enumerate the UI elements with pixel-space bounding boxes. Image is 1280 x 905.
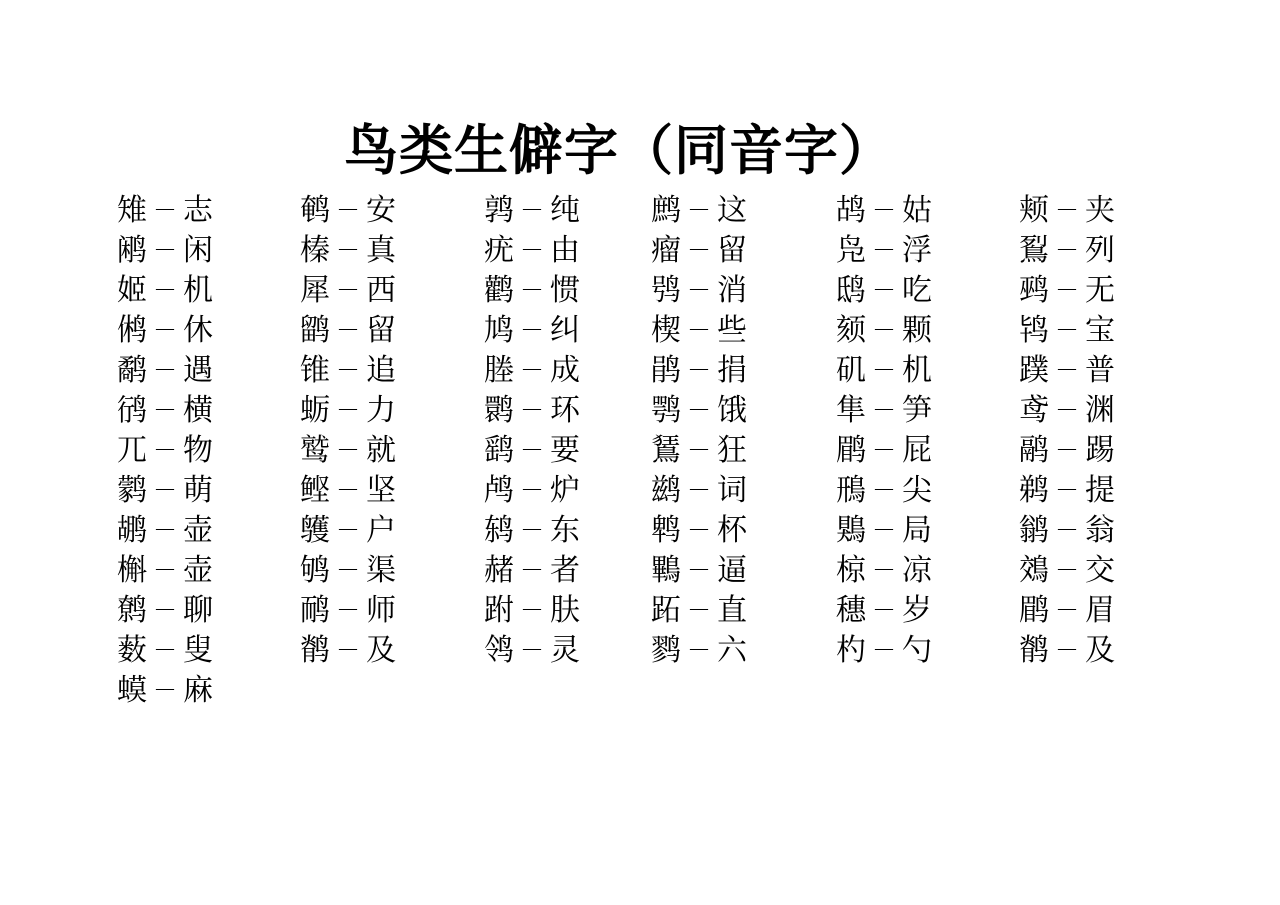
rare-character: 颏 (836, 313, 866, 348)
word-pair (117, 310, 213, 350)
homophone-character: 纯 (550, 193, 580, 228)
rare-character: 椋 (836, 553, 866, 588)
word-column-1 (117, 190, 213, 710)
word-column-5 (836, 190, 932, 670)
word-pair (117, 470, 213, 510)
homophone-character: 壶 (183, 553, 213, 588)
homophone-character: 机 (902, 353, 932, 388)
word-pair (484, 550, 580, 590)
separator-dash: － (153, 236, 177, 264)
homophone-character: 这 (717, 193, 747, 228)
word-pair (836, 430, 932, 470)
rare-character: 矶 (836, 353, 866, 388)
rare-character: 鹧 (651, 193, 681, 228)
homophone-character: 及 (366, 633, 396, 668)
word-pair (651, 510, 747, 550)
separator-dash: － (872, 596, 896, 624)
homophone-character: 消 (717, 273, 747, 308)
rare-character: 鹡 (300, 633, 330, 668)
rare-character: 赭 (484, 553, 514, 588)
separator-dash: － (336, 516, 360, 544)
rare-character: 鳽 (836, 473, 866, 508)
rare-character: 鹚 (651, 473, 681, 508)
homophone-character: 笋 (902, 393, 932, 428)
word-pair (1019, 430, 1115, 470)
rare-character: 鸰 (484, 633, 514, 668)
word-pair (300, 590, 396, 630)
word-column-6 (1019, 190, 1115, 670)
rare-character: 鹌 (300, 193, 330, 228)
homophone-character: 麻 (183, 673, 213, 708)
word-pair (836, 390, 932, 430)
word-pair (1019, 230, 1115, 270)
homophone-character: 及 (1085, 633, 1115, 668)
word-pair (484, 590, 580, 630)
homophone-character: 西 (366, 273, 396, 308)
rare-character: 鹩 (117, 593, 147, 628)
rare-character: 雉 (117, 193, 147, 228)
page-title: 鸟类生僻字（同音字） (344, 118, 894, 183)
separator-dash: － (687, 196, 711, 224)
rare-character: 鸲 (300, 553, 330, 588)
word-pair (1019, 390, 1115, 430)
separator-dash: － (520, 276, 544, 304)
rare-character: 鹱 (300, 513, 330, 548)
rare-character: 鷝 (651, 553, 681, 588)
homophone-character: 列 (1085, 233, 1115, 268)
rare-character: 鹫 (300, 433, 330, 468)
separator-dash: － (872, 316, 896, 344)
word-pair (651, 350, 747, 390)
word-pair (836, 350, 932, 390)
word-pair (117, 510, 213, 550)
rare-character: 鸱 (836, 273, 866, 308)
rare-character: 鹃 (651, 353, 681, 388)
separator-dash: － (153, 676, 177, 704)
separator-dash: － (687, 396, 711, 424)
rare-character: 鹗 (651, 393, 681, 428)
homophone-character: 肤 (550, 593, 580, 628)
homophone-character: 交 (1085, 553, 1115, 588)
homophone-character: 就 (366, 433, 396, 468)
separator-dash: － (153, 276, 177, 304)
separator-dash: － (153, 316, 177, 344)
word-pair (651, 470, 747, 510)
homophone-character: 坚 (366, 473, 396, 508)
word-pair (300, 270, 396, 310)
word-pair (651, 550, 747, 590)
word-pair (484, 270, 580, 310)
rare-character: 鸻 (117, 393, 147, 428)
word-pair (836, 590, 932, 630)
homophone-character: 休 (183, 313, 213, 348)
word-column-3 (484, 190, 580, 670)
separator-dash: － (1055, 196, 1079, 224)
separator-dash: － (336, 556, 360, 584)
separator-dash: － (687, 636, 711, 664)
word-pair (1019, 350, 1115, 390)
homophone-character: 无 (1085, 273, 1115, 308)
homophone-character: 些 (717, 313, 747, 348)
homophone-character: 叟 (183, 633, 213, 668)
separator-dash: － (520, 196, 544, 224)
word-pair (651, 590, 747, 630)
homophone-character: 普 (1085, 353, 1115, 388)
separator-dash: － (153, 436, 177, 464)
word-pair (300, 230, 396, 270)
word-pair (651, 270, 747, 310)
rare-character: 鵟 (651, 433, 681, 468)
word-column-4 (651, 190, 747, 670)
word-pair (484, 430, 580, 470)
separator-dash: － (687, 596, 711, 624)
word-pair (1019, 630, 1115, 670)
word-pair (651, 630, 747, 670)
homophone-character: 提 (1085, 473, 1115, 508)
rare-character: 穗 (836, 593, 866, 628)
rare-character: 疣 (484, 233, 514, 268)
homophone-character: 惯 (550, 273, 580, 308)
word-pair (1019, 270, 1115, 310)
word-column-2 (300, 190, 396, 670)
rare-character: 颊 (1019, 193, 1049, 228)
homophone-character: 炉 (550, 473, 580, 508)
word-pair (836, 470, 932, 510)
homophone-character: 凉 (902, 553, 932, 588)
word-pair (1019, 510, 1115, 550)
separator-dash: － (872, 196, 896, 224)
homophone-character: 户 (366, 513, 396, 548)
word-pair (836, 630, 932, 670)
separator-dash: － (520, 436, 544, 464)
separator-dash: － (872, 356, 896, 384)
rare-character: 鸬 (484, 473, 514, 508)
homophone-character: 横 (183, 393, 213, 428)
homophone-character: 安 (366, 193, 396, 228)
word-pair (117, 430, 213, 470)
word-pair (836, 510, 932, 550)
homophone-character: 宝 (1085, 313, 1115, 348)
word-pair (117, 190, 213, 230)
separator-dash: － (336, 476, 360, 504)
separator-dash: － (687, 276, 711, 304)
homophone-character: 词 (717, 473, 747, 508)
rare-character: 鸨 (1019, 313, 1049, 348)
homophone-character: 翁 (1085, 513, 1115, 548)
word-pair (484, 470, 580, 510)
separator-dash: － (336, 276, 360, 304)
separator-dash: － (520, 396, 544, 424)
word-pair (651, 430, 747, 470)
separator-dash: － (1055, 596, 1079, 624)
word-pair (651, 230, 747, 270)
word-pair (300, 630, 396, 670)
separator-dash: － (1055, 516, 1079, 544)
word-pair (651, 190, 747, 230)
separator-dash: － (336, 196, 360, 224)
separator-dash: － (687, 356, 711, 384)
homophone-character: 灵 (550, 633, 580, 668)
homophone-character: 姑 (902, 193, 932, 228)
separator-dash: － (153, 556, 177, 584)
separator-dash: － (520, 636, 544, 664)
homophone-character: 纠 (550, 313, 580, 348)
word-pair (117, 630, 213, 670)
homophone-character: 要 (550, 433, 580, 468)
word-pair (117, 550, 213, 590)
homophone-character: 逼 (717, 553, 747, 588)
homophone-character: 狂 (717, 433, 747, 468)
homophone-character: 渊 (1085, 393, 1115, 428)
separator-dash: － (872, 436, 896, 464)
homophone-character: 吃 (902, 273, 932, 308)
homophone-character: 东 (550, 513, 580, 548)
homophone-character: 杯 (717, 513, 747, 548)
separator-dash: － (687, 556, 711, 584)
homophone-character: 留 (717, 233, 747, 268)
rare-character: 鸸 (300, 593, 330, 628)
rare-character: 鸮 (651, 273, 681, 308)
rare-character: 鹲 (117, 473, 147, 508)
rare-character: 鲣 (300, 473, 330, 508)
homophone-character: 闲 (183, 233, 213, 268)
word-pair (1019, 590, 1115, 630)
word-pair (300, 390, 396, 430)
word-pair (300, 350, 396, 390)
word-pair (1019, 310, 1115, 350)
homophone-character: 聊 (183, 593, 213, 628)
rare-character: 鸺 (117, 313, 147, 348)
separator-dash: － (687, 476, 711, 504)
homophone-character: 环 (550, 393, 580, 428)
homophone-character: 壶 (183, 513, 213, 548)
rare-character: 楔 (651, 313, 681, 348)
separator-dash: － (872, 396, 896, 424)
separator-dash: － (336, 436, 360, 464)
homophone-character: 屁 (902, 433, 932, 468)
separator-dash: － (1055, 476, 1079, 504)
separator-dash: － (872, 476, 896, 504)
word-pair (484, 630, 580, 670)
rare-character: 鹟 (1019, 513, 1049, 548)
homophone-character: 遇 (183, 353, 213, 388)
rare-character: 蹼 (1019, 353, 1049, 388)
separator-dash: － (153, 476, 177, 504)
homophone-character: 真 (366, 233, 396, 268)
rare-character: 鸢 (1019, 393, 1049, 428)
homophone-character: 夹 (1085, 193, 1115, 228)
homophone-character: 萌 (183, 473, 213, 508)
word-pair (1019, 470, 1115, 510)
word-pair (836, 190, 932, 230)
homophone-character: 志 (183, 193, 213, 228)
word-pair (300, 550, 396, 590)
separator-dash: － (687, 236, 711, 264)
homophone-character: 者 (550, 553, 580, 588)
rare-character: 兀 (117, 433, 147, 468)
rare-character: 榛 (300, 233, 330, 268)
rare-character: 蛎 (300, 393, 330, 428)
word-pair (836, 230, 932, 270)
separator-dash: － (153, 356, 177, 384)
separator-dash: － (1055, 316, 1079, 344)
rare-character: 鸪 (836, 193, 866, 228)
rare-character: 隼 (836, 393, 866, 428)
homophone-character: 眉 (1085, 593, 1115, 628)
separator-dash: － (520, 316, 544, 344)
rare-character: 鹎 (651, 513, 681, 548)
homophone-character: 师 (366, 593, 396, 628)
rare-character: 鹳 (484, 273, 514, 308)
rare-character: 鹡 (1019, 633, 1049, 668)
homophone-character: 局 (902, 513, 932, 548)
separator-dash: － (687, 316, 711, 344)
separator-dash: － (1055, 276, 1079, 304)
word-pair (117, 270, 213, 310)
word-pair (300, 430, 396, 470)
word-pair (300, 310, 396, 350)
separator-dash: － (336, 636, 360, 664)
rare-character: 杓 (836, 633, 866, 668)
word-pair (117, 390, 213, 430)
homophone-character: 物 (183, 433, 213, 468)
separator-dash: － (153, 596, 177, 624)
rare-character: 鹬 (117, 353, 147, 388)
word-pair (300, 190, 396, 230)
word-pair (484, 310, 580, 350)
homophone-character: 成 (550, 353, 580, 388)
rare-character: 鹠 (300, 313, 330, 348)
rare-character: 鹑 (484, 193, 514, 228)
separator-dash: － (520, 356, 544, 384)
separator-dash: － (872, 276, 896, 304)
separator-dash: － (153, 636, 177, 664)
rare-character: 跖 (651, 593, 681, 628)
separator-dash: － (687, 436, 711, 464)
separator-dash: － (153, 396, 177, 424)
word-pair (836, 270, 932, 310)
homophone-character: 勺 (902, 633, 932, 668)
separator-dash: － (520, 476, 544, 504)
separator-dash: － (1055, 236, 1079, 264)
separator-dash: － (687, 516, 711, 544)
rare-character: 鹞 (484, 433, 514, 468)
rare-character: 姬 (117, 273, 147, 308)
word-pair (117, 230, 213, 270)
word-pair (484, 230, 580, 270)
separator-dash: － (872, 636, 896, 664)
rare-character: 跗 (484, 593, 514, 628)
rare-character: 瘤 (651, 233, 681, 268)
separator-dash: － (336, 596, 360, 624)
separator-dash: － (1055, 436, 1079, 464)
word-pair (484, 390, 580, 430)
homophone-character: 由 (550, 233, 580, 268)
homophone-character: 直 (717, 593, 747, 628)
separator-dash: － (336, 396, 360, 424)
homophone-character: 浮 (902, 233, 932, 268)
word-pair (1019, 190, 1115, 230)
homophone-character: 饿 (717, 393, 747, 428)
word-pair (117, 590, 213, 630)
separator-dash: － (520, 236, 544, 264)
rare-character: 鹀 (1019, 273, 1049, 308)
homophone-character: 力 (366, 393, 396, 428)
word-pair (484, 350, 580, 390)
homophone-character: 踢 (1085, 433, 1115, 468)
homophone-character: 捐 (717, 353, 747, 388)
word-pair (300, 510, 396, 550)
separator-dash: － (872, 516, 896, 544)
homophone-character: 岁 (902, 593, 932, 628)
homophone-character: 追 (366, 353, 396, 388)
separator-dash: － (872, 556, 896, 584)
rare-character: 鹝 (1019, 433, 1049, 468)
separator-dash: － (336, 236, 360, 264)
rare-character: 鹛 (1019, 593, 1049, 628)
rare-character: 鹨 (651, 633, 681, 668)
word-pair (836, 310, 932, 350)
homophone-character: 尖 (902, 473, 932, 508)
homophone-character: 留 (366, 313, 396, 348)
rare-character: 犀 (300, 273, 330, 308)
rare-character: 锥 (300, 353, 330, 388)
homophone-character: 渠 (366, 553, 396, 588)
rare-character: 鹮 (484, 393, 514, 428)
rare-character: 塍 (484, 353, 514, 388)
separator-dash: － (1055, 356, 1079, 384)
word-pair (484, 510, 580, 550)
word-pair (300, 470, 396, 510)
homophone-character: 机 (183, 273, 213, 308)
word-pair (117, 350, 213, 390)
word-pair (117, 670, 213, 710)
homophone-character: 颗 (902, 313, 932, 348)
homophone-character: 六 (717, 633, 747, 668)
rare-character: 鹇 (117, 233, 147, 268)
rare-character: 鹛 (836, 433, 866, 468)
word-pair (1019, 550, 1115, 590)
separator-dash: － (1055, 636, 1079, 664)
separator-dash: － (336, 356, 360, 384)
separator-dash: － (336, 316, 360, 344)
separator-dash: － (153, 196, 177, 224)
rare-character: 鸠 (484, 313, 514, 348)
word-pair (484, 190, 580, 230)
rare-character: 薮 (117, 633, 147, 668)
separator-dash: － (520, 556, 544, 584)
word-pair (836, 550, 932, 590)
rare-character: 鴷 (1019, 233, 1049, 268)
separator-dash: － (153, 516, 177, 544)
separator-dash: － (1055, 396, 1079, 424)
rare-character: 鹕 (117, 513, 147, 548)
rare-character: 鹈 (1019, 473, 1049, 508)
rare-character: 鶪 (836, 513, 866, 548)
rare-character: 凫 (836, 233, 866, 268)
rare-character: 槲 (117, 553, 147, 588)
rare-character: 鸫 (484, 513, 514, 548)
rare-character: 蟆 (117, 673, 147, 708)
separator-dash: － (1055, 556, 1079, 584)
separator-dash: － (872, 236, 896, 264)
separator-dash: － (520, 596, 544, 624)
word-pair (651, 390, 747, 430)
word-pair (651, 310, 747, 350)
rare-character: 鵁 (1019, 553, 1049, 588)
separator-dash: － (520, 516, 544, 544)
